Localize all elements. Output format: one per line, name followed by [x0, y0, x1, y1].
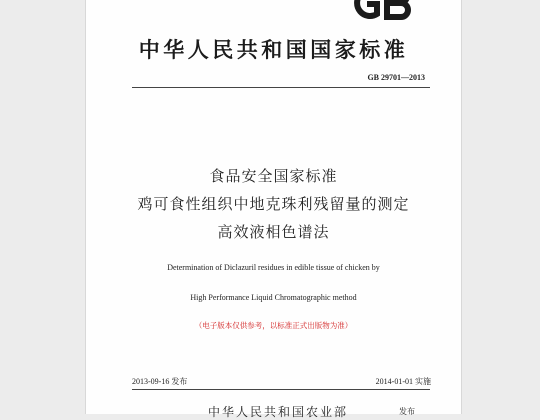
gb-logo-g: [357, 0, 377, 16]
footer-divider: [132, 389, 430, 390]
gb-logo: [349, 0, 415, 20]
implement-date: 2014-01-01 实施: [375, 377, 431, 386]
national-standard-title: 中华人民共和国国家标准: [138, 38, 409, 62]
title-cn-line2: 鸡可食性组织中地克珠利残留量的测定: [137, 195, 410, 213]
standard-number: GB 29701—2013: [367, 73, 425, 82]
gb-logo-b: [387, 0, 408, 17]
reference-notice: （电子版本仅供参考，以标准正式出版物为准）: [194, 321, 353, 330]
title-en-line1: Determination of Diclazuril residues in edible tissue of chicken by: [167, 263, 380, 272]
header-divider: [132, 87, 430, 88]
document-page: [85, 0, 462, 419]
title-cn-line1: 食品安全国家标准: [209, 167, 338, 185]
publish-date: 2013-09-16 发布: [132, 377, 188, 386]
issue-label: 发布: [399, 407, 415, 416]
issuing-authority: 中华人民共和国农业部: [208, 405, 349, 419]
title-cn-line3: 高效液相色谱法: [217, 223, 330, 241]
title-en-line2: High Performance Liquid Chromatographic method: [190, 293, 357, 302]
